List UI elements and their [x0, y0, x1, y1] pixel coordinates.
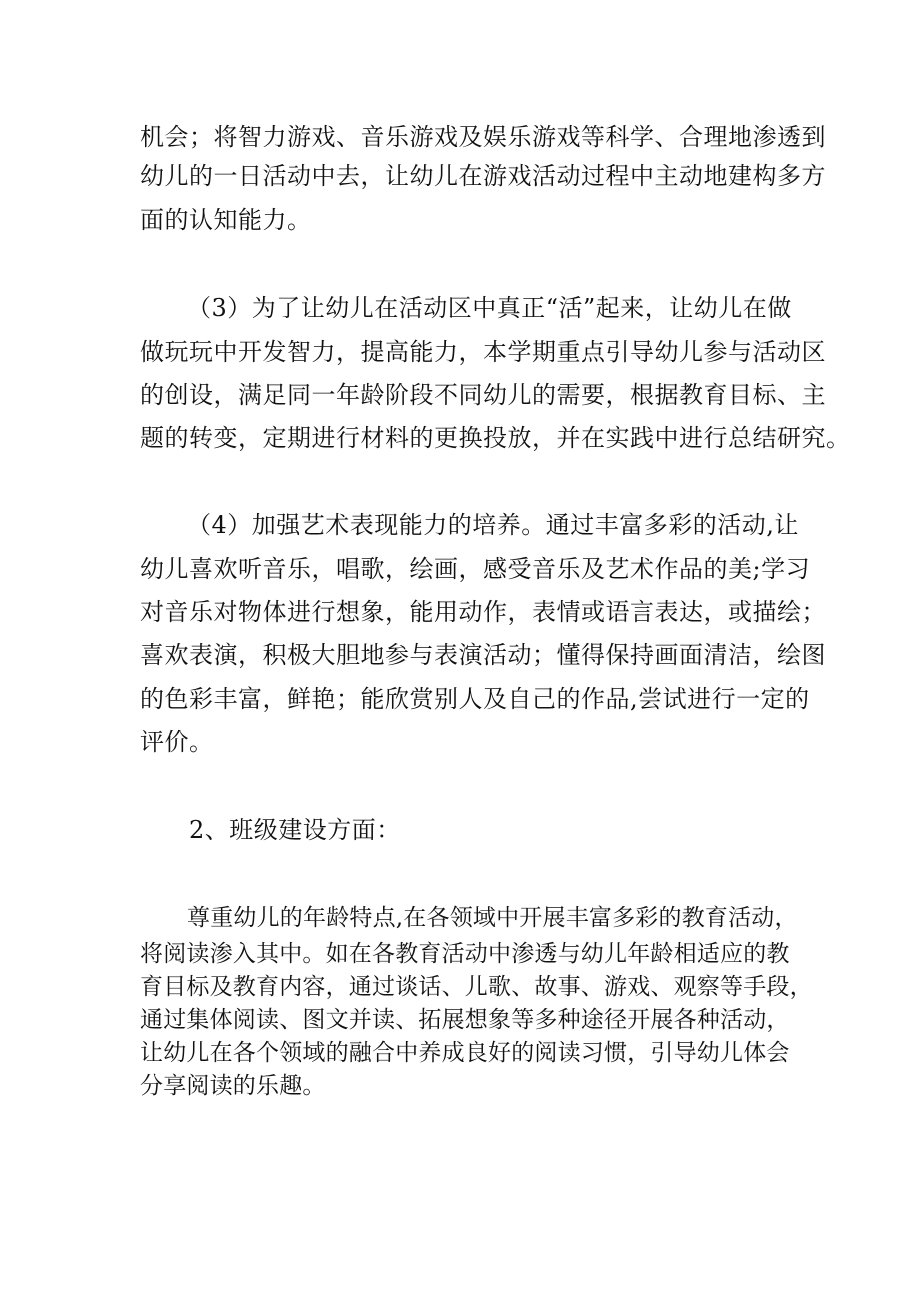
paragraph-4-line: 的色彩丰富，鲜艳；能欣赏别人及自己的作品,尝试进行一定的	[140, 685, 810, 713]
paragraph-intro-line: 幼儿的一日活动中去，让幼儿在游戏活动过程中主动地建构多方	[140, 162, 826, 190]
section-heading: 2、班级建设方面：	[189, 816, 401, 844]
paragraph-4-line: 评价。	[140, 728, 214, 756]
paragraph-5-line: 将阅读渗入其中。如在各教育活动中渗透与幼儿年龄相适应的教	[140, 941, 790, 967]
paragraph-5-line: 育目标及教育内容，通过谈话、儿歌、故事、游戏、观察等手段，	[140, 974, 813, 1000]
paragraph-5-line: 让幼儿在各个领域的融合中养成良好的阅读习惯，引导幼儿体会	[140, 1040, 790, 1066]
paragraph-5-line: 通过集体阅读、图文并读、拓展想象等多种途径开展各种活动，	[140, 1007, 790, 1033]
paragraph-3-line: 的创设，满足同一年龄阶段不同幼儿的需要，根据教育目标、主	[140, 381, 826, 409]
paragraph-4-line: 喜欢表演，积极大胆地参与表演活动；懂得保持画面清洁，绘图	[140, 641, 826, 669]
paragraph-5-line: 尊重幼儿的年龄特点,在各领域中开展丰富多彩的教育活动，	[187, 905, 798, 931]
paragraph-3-line: 题的转变，定期进行材料的更换投放，并在实践中进行总结研究。	[140, 424, 851, 452]
paragraph-intro-line: 机会；将智力游戏、音乐游戏及娱乐游戏等科学、合理地渗透到	[140, 123, 826, 151]
paragraph-4-line: （4）加强艺术表现能力的培养。通过丰富多彩的活动,让	[187, 511, 799, 539]
paragraph-intro-line: 面的认知能力。	[140, 206, 312, 234]
paragraph-4-line: 幼儿喜欢听音乐，唱歌，绘画，感受音乐及艺术作品的美;学习	[140, 555, 811, 583]
paragraph-3-line: 做玩玩中开发智力，提高能力，本学期重点引导幼儿参与活动区	[140, 338, 826, 366]
paragraph-4-line: 对音乐对物体进行想象，能用动作，表情或语言表达，或描绘；	[140, 598, 826, 626]
paragraph-3-line: （3）为了让幼儿在活动区中真正“活”起来，让幼儿在做	[187, 294, 792, 322]
paragraph-5-line: 分享阅读的乐趣。	[140, 1073, 326, 1099]
